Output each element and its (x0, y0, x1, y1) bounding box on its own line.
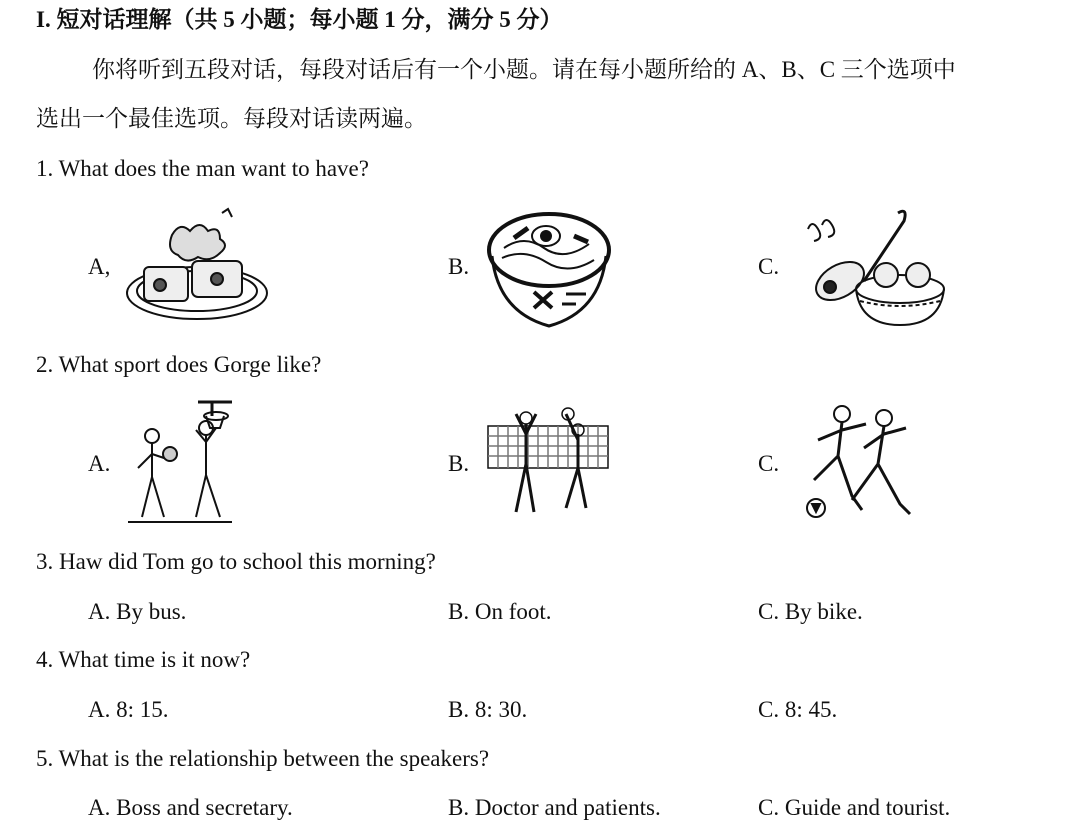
question-2-option-b-letter: B. (448, 451, 470, 476)
question-4-option-b: B. 8: 30. (448, 697, 528, 722)
question-3-stem: 3. Haw did Tom go to school this morning? (36, 549, 436, 574)
question-5-option-a: A. Boss and secretary. (88, 795, 293, 820)
question-5-stem: 5. What is the relationship between the speakers? (36, 746, 490, 771)
question-2-option-a-letter: A. (88, 451, 111, 476)
dumpling-soup-icon (800, 207, 950, 329)
basketball-players-icon (122, 398, 238, 530)
noodle-bowl-icon (484, 208, 614, 332)
football-players-icon (798, 404, 922, 526)
question-3-option-c: C. By bike. (758, 599, 863, 624)
question-2-stem: 2. What sport does Gorge like? (36, 352, 322, 377)
question-2-option-c-letter: C. (758, 451, 780, 476)
instructions-line-1: 你将听到五段对话，每段对话后有一个小题。请在每小题所给的 A、B、C 三个选项中 (92, 57, 956, 82)
question-5-option-b: B. Doctor and patients. (448, 795, 661, 820)
instructions-line-2: 选出一个最佳选项。每段对话读两遍。 (36, 106, 427, 131)
question-4-option-c: C. 8: 45. (758, 697, 838, 722)
question-3-option-a: A. By bus. (88, 599, 187, 624)
question-3-option-b: B. On foot. (448, 599, 552, 624)
question-1-option-b-letter: B. (448, 254, 470, 279)
question-4-option-a: A. 8: 15. (88, 697, 169, 722)
question-1-option-c-letter: C. (758, 254, 780, 279)
question-1-option-a-letter: A, (88, 254, 111, 279)
section-title: I. 短对话理解（共 5 小题；每小题 1 分，满分 5 分） (36, 7, 563, 32)
mooncake-plate-icon (122, 205, 272, 325)
question-4-stem: 4. What time is it now? (36, 647, 251, 672)
volleyball-players-icon (486, 404, 612, 526)
question-1-stem: 1. What does the man want to have? (36, 156, 369, 181)
question-5-option-c: C. Guide and tourist. (758, 795, 951, 820)
